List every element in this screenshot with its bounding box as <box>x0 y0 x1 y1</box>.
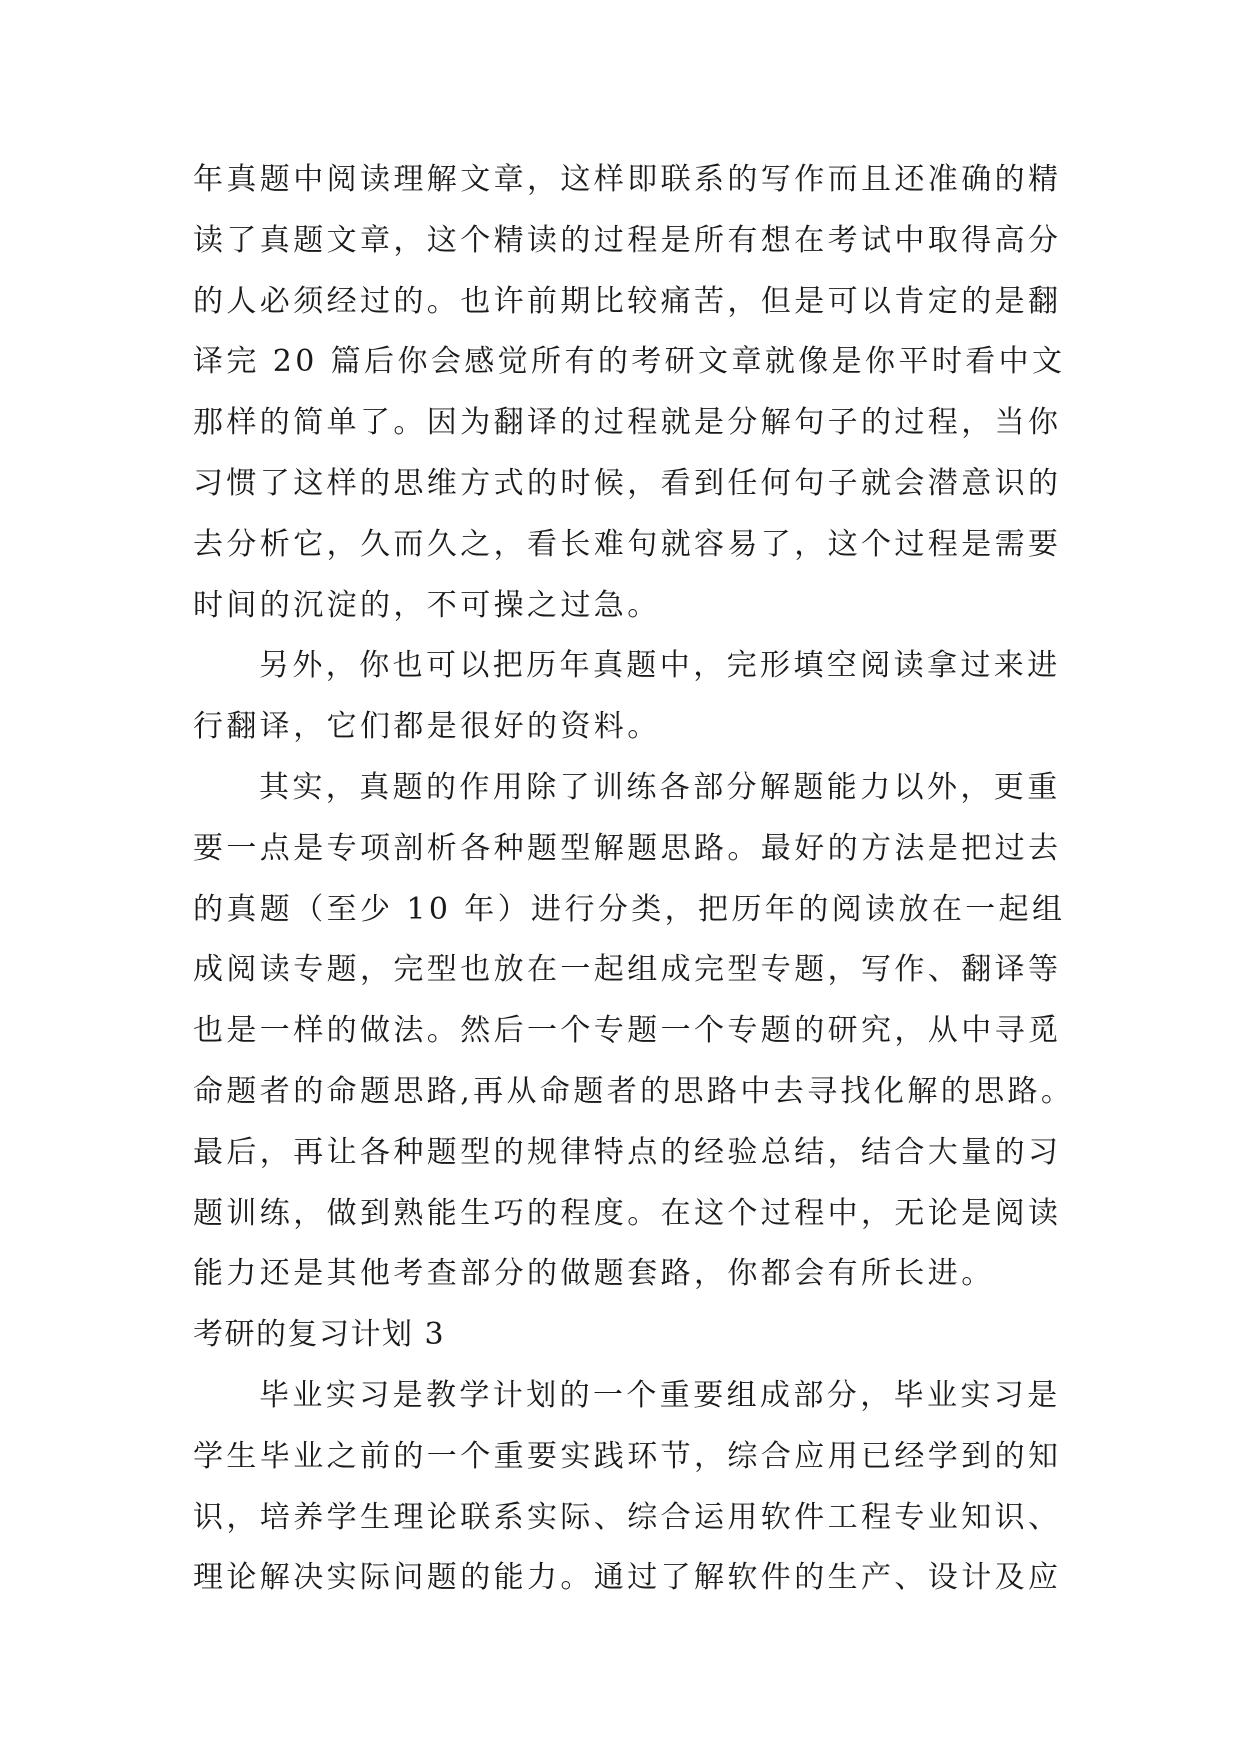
text-line: 识，培养学生理论联系实际、综合运用软件工程专业知识、 <box>193 1499 1062 1535</box>
text-line: 读了真题文章，这个精读的过程是所有想在考试中取得高分 <box>193 222 1062 258</box>
text-line: 行翻译，它们都是很好的资料。 <box>193 709 661 745</box>
body-text <box>193 150 1073 1609</box>
text-line: 去分析它，久而久之，看长难句就容易了，这个过程是需要 <box>193 526 1062 562</box>
text-line: 译完 20 篇后你会感觉所有的考研文章就像是你平时看中文 <box>193 344 1066 380</box>
paragraph-start-line: 其实，真题的作用除了训练各部分解题能力以外，更重 <box>259 769 1061 805</box>
text-line: 命题者的命题思路,再从命题者的思路中去寻找化解的思路。 <box>193 1073 1075 1109</box>
text-line: 年真题中阅读理解文章，这样即联系的写作而且还准确的精 <box>193 162 1062 197</box>
paragraph-start-line: 毕业实习是教学计划的一个重要组成部分，毕业实习是 <box>259 1377 1061 1413</box>
section-heading: 考研的复习计划 3 <box>193 1317 446 1353</box>
text-line: 习惯了这样的思维方式的时候，看到任何句子就会潜意识的 <box>193 465 1062 501</box>
text-line: 也是一样的做法。然后一个专题一个专题的研究，从中寻觅 <box>193 1013 1062 1049</box>
text-line: 题训练，做到熟能生巧的程度。在这个过程中，无论是阅读 <box>193 1195 1062 1231</box>
text-line: 能力还是其他考查部分的做题套路，你都会有所长进。 <box>193 1256 995 1292</box>
text-line: 那样的简单了。因为翻译的过程就是分解句子的过程，当你 <box>193 405 1062 441</box>
text-line: 时间的沉淀的，不可操之过急。 <box>193 587 661 623</box>
text-line: 理论解决实际问题的能力。通过了解软件的生产、设计及应 <box>193 1560 1062 1596</box>
text-line: 的真题（至少 10 年）进行分类，把历年的阅读放在一起组 <box>193 891 1066 927</box>
text-line: 的人必须经过的。也许前期比较痛苦，但是可以肯定的是翻 <box>193 283 1062 319</box>
paragraph-start-line: 另外，你也可以把历年真题中，完形填空阅读拿过来进 <box>259 648 1061 684</box>
text-line: 要一点是专项剖析各种题型解题思路。最好的方法是把过去 <box>193 830 1062 866</box>
text-line: 学生毕业之前的一个重要实践环节，综合应用已经学到的知 <box>193 1438 1062 1474</box>
text-line: 成阅读专题，完型也放在一起组成完型专题，写作、翻译等 <box>193 952 1062 988</box>
text-line: 最后，再让各种题型的规律特点的经验总结，结合大量的习 <box>193 1134 1062 1170</box>
